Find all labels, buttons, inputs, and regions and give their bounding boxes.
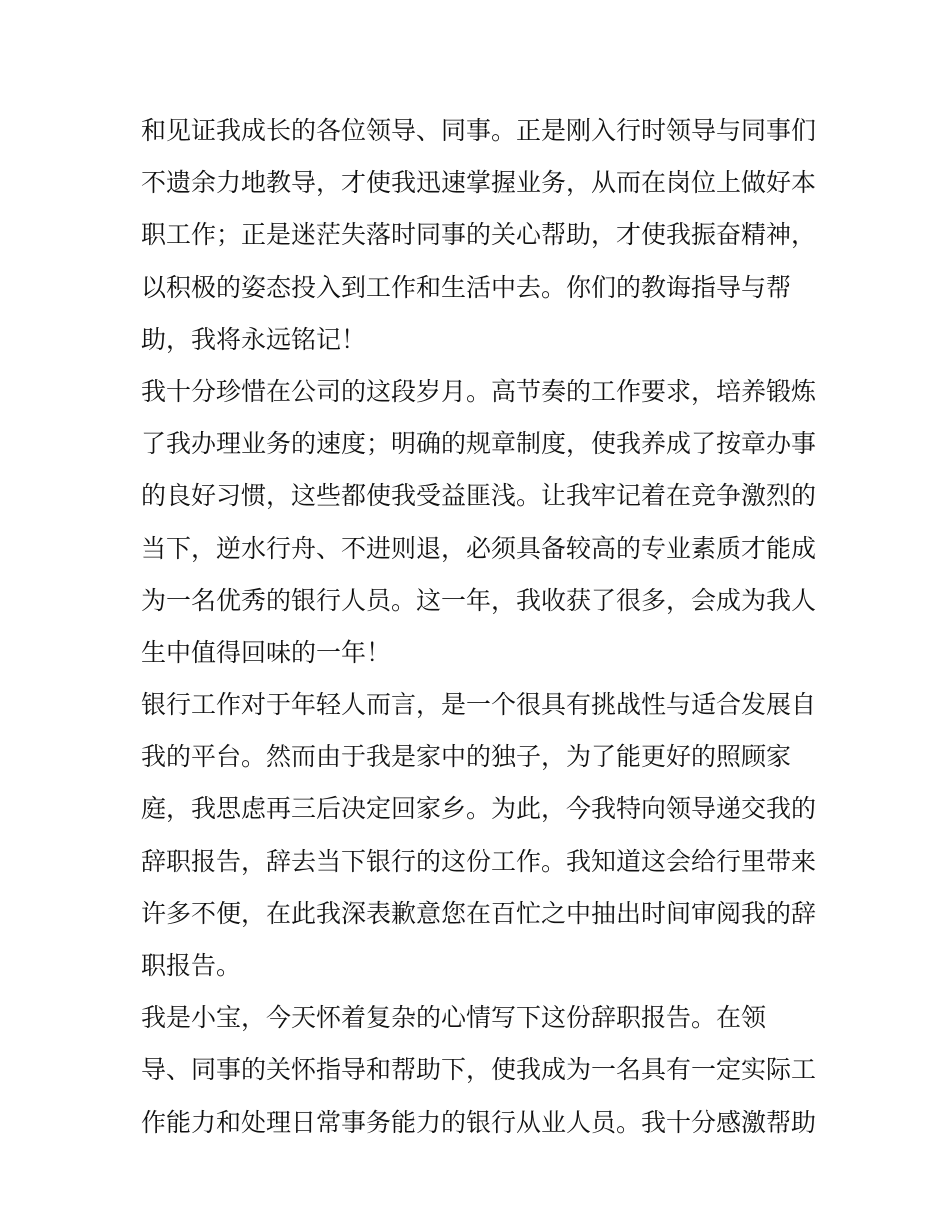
text-line: 导、同事的关怀指导和帮助下，使我成为一名具有一定实际工 bbox=[141, 1055, 817, 1085]
text-line: 为一名优秀的银行人员。这一年，我收获了很多，会成为我人 bbox=[141, 585, 817, 615]
text-line: 当下，逆水行舟、不进则退，必须具备较高的专业素质才能成 bbox=[141, 533, 817, 563]
text-line: 不遗余力地教导，才使我迅速掌握业务，从而在岗位上做好本 bbox=[141, 168, 817, 198]
text-line: 助，我将永远铭记！ bbox=[141, 324, 367, 354]
text-line: 作能力和处理日常事务能力的银行从业人员。我十分感激帮助 bbox=[141, 1107, 817, 1137]
text-line: 我的平台。然而由于我是家中的独子，为了能更好的照顾家 bbox=[141, 742, 792, 772]
body-text bbox=[141, 105, 821, 1149]
text-line: 辞职报告，辞去当下银行的这份工作。我知道这会给行里带来 bbox=[141, 846, 817, 876]
text-line: 的良好习惯，这些都使我受益匪浅。让我牢记着在竞争激烈的 bbox=[141, 481, 817, 511]
text-line: 和见证我成长的各位领导、同事。正是刚入行时领导与同事们 bbox=[141, 116, 817, 145]
text-line: 职报告。 bbox=[141, 951, 242, 980]
text-line: 职工作；正是迷茫失落时同事的关心帮助，才使我振奋精神， bbox=[141, 220, 817, 250]
text-line: 生中值得回味的一年！ bbox=[141, 637, 392, 667]
text-line: 庭，我思虑再三后决定回家乡。为此，今我特向领导递交我的 bbox=[141, 794, 817, 824]
text-line: 许多不便，在此我深表歉意您在百忙之中抽出时间审阅我的辞 bbox=[141, 898, 817, 928]
text-line: 以积极的姿态投入到工作和生活中去。你们的教诲指导与帮 bbox=[141, 272, 792, 302]
text-line: 我十分珍惜在公司的这段岁月。高节奏的工作要求，培养锻炼 bbox=[141, 376, 817, 406]
text-line: 银行工作对于年轻人而言，是一个很具有挑战性与适合发展自 bbox=[141, 690, 817, 720]
text-line: 我是小宝，今天怀着复杂的心情写下这份辞职报告。在领 bbox=[141, 1003, 767, 1033]
text-line: 了我办理业务的速度；明确的规章制度，使我养成了按章办事 bbox=[141, 429, 817, 459]
